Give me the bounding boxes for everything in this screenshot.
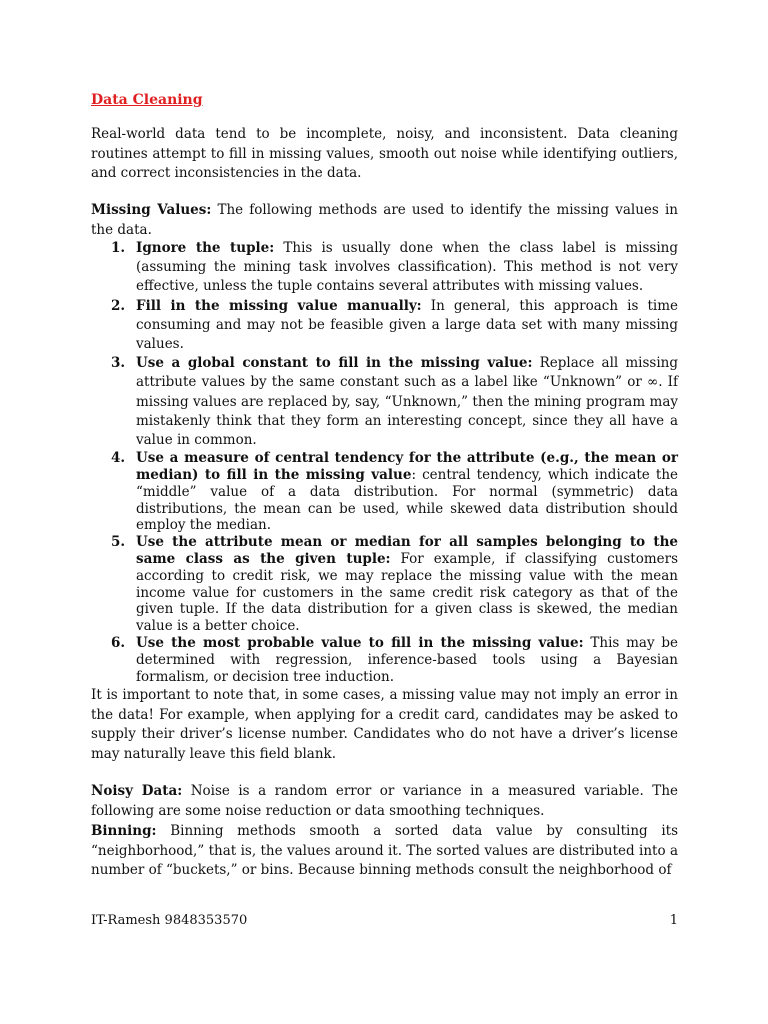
missing-value-methods-list — [91, 239, 678, 685]
method-text: This may be determined with regression, inference-based tools using a Bayesian formalism, or decision tree induction. — [136, 635, 678, 685]
binning-text: Binning methods smooth a sorted data value by consulting its “neighborhood,” that is, the values around it. The sorted values are distributed into a number of “buckets,” or bins. Because binning methods consult the neighborhood of — [91, 823, 678, 879]
footer-author: IT-Ramesh 9848353570 — [91, 913, 248, 928]
method-item-3 — [91, 354, 678, 450]
method-number: 6. — [111, 635, 126, 651]
binning-paragraph — [91, 822, 678, 881]
method-heading: Use a measure of central tendency for the attribute (e.g., the mean or median) to fill in the missing value — [136, 450, 678, 484]
method-item-2 — [91, 297, 678, 355]
page-title: Data Cleaning — [91, 92, 203, 108]
missing-values-text: The following methods are used to identify the missing values in the data. — [91, 202, 678, 238]
intro-paragraph: Real-world data tend to be incomplete, noisy, and inconsistent. Data cleaning routines attempt to fill in missing values, smooth out noise while identifying outliers, and correct inconsistencies in the data. — [91, 126, 678, 182]
method-heading: Use the attribute mean or median for all samples belonging to the same class as the given tuple: — [136, 534, 678, 568]
noisy-data-text: Noise is a random error or variance in a measured variable. The following are some noise reduction or data smoothing techniques. — [91, 783, 679, 819]
method-heading: Use a global constant to fill in the missing value: — [136, 355, 533, 372]
method-text: Replace all missing attribute values by the same constant such as a label like “Unknown” or ∞. If missing values are replaced by, say, “Unknown,” then the mining program may mistakenly think that they form an interesting concept, since they all have a value in common. — [136, 355, 678, 449]
method-number: 5. — [111, 534, 126, 551]
method-item-5 — [91, 534, 678, 635]
method-heading: Ignore the tuple: — [136, 240, 275, 256]
important-note-paragraph: It is important to note that, in some cases, a missing value may not imply an error in the data! For example, when applying for a credit card, candidates may be asked to supply their driver’s license number. Candidates who do not have a driver’s license may naturally leave this field blank. — [91, 687, 678, 762]
method-item-4 — [91, 450, 678, 534]
method-text: : central tendency, which indicate the “middle” value of a data distribution. For normal (symmetric) data distributions, the mean can be used, while skewed data distribution should employ the median. — [136, 467, 678, 534]
method-number: 3. — [111, 355, 126, 372]
method-text: For example, if classifying customers according to credit risk, we may replace the missing value with the mean income value for customers in the same credit risk category as that of the given tuple. If the data distribution for a given class is skewed, the median value is a better choice. — [136, 551, 678, 635]
method-item-6 — [91, 635, 678, 685]
binning-heading: Binning: — [91, 823, 157, 839]
missing-values-heading: Missing Values: — [91, 202, 212, 218]
method-number: 1. — [111, 240, 126, 256]
method-text: In general, this approach is time consuming and may not be feasible given a large data set with many missing values. — [136, 297, 678, 353]
method-heading: Use the most probable value to fill in the missing value: — [136, 635, 584, 651]
missing-values-paragraph — [91, 201, 678, 240]
method-number: 4. — [111, 450, 126, 467]
method-heading: Fill in the missing value manually: — [136, 297, 422, 314]
page-number: 1 — [669, 913, 678, 928]
method-item-1 — [91, 239, 678, 297]
method-number: 2. — [111, 297, 126, 314]
noisy-data-heading: Noisy Data: — [91, 783, 183, 799]
noisy-data-paragraph — [91, 782, 678, 821]
method-text: This is usually done when the class label is missing (assuming the mining task involves classification). This method is not very effective, unless the tuple contains several attributes with missing values. — [136, 240, 679, 295]
